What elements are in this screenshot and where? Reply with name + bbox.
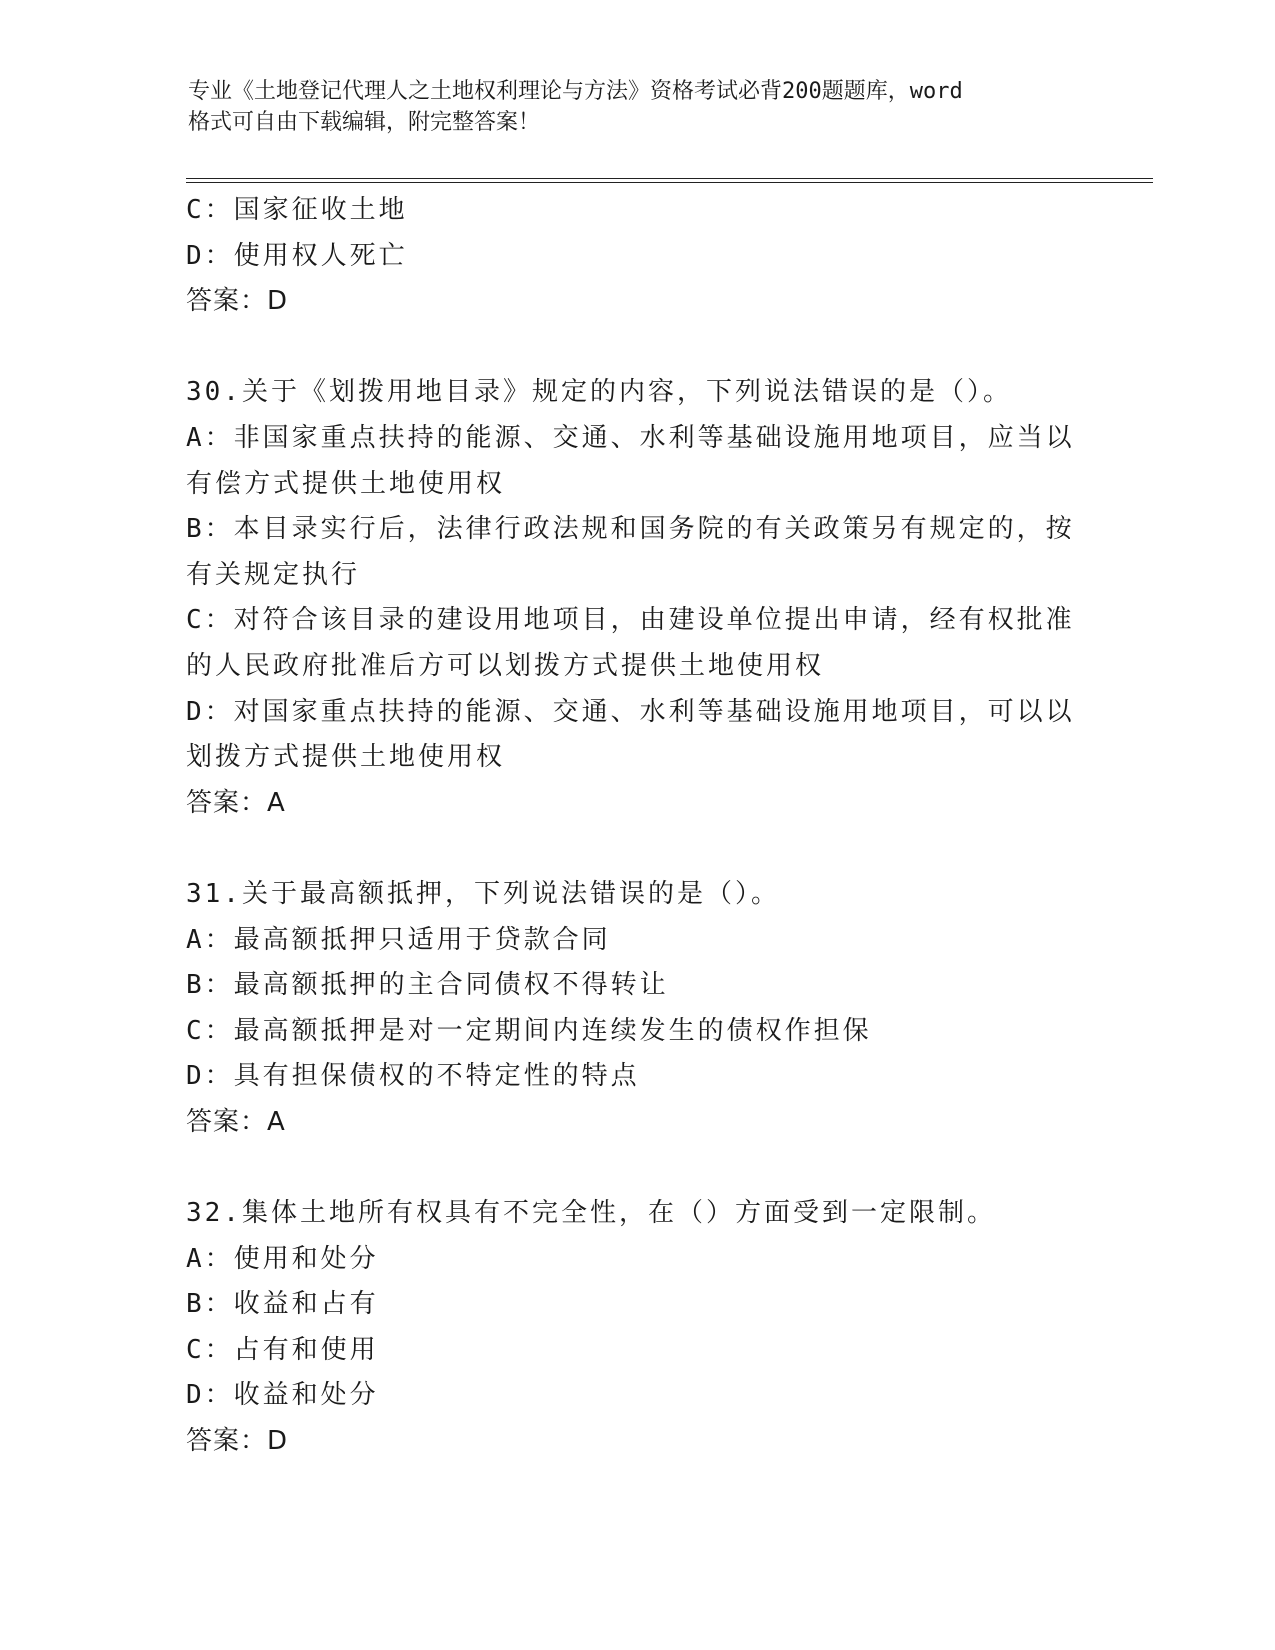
spacer xyxy=(186,826,1076,872)
option-d: D：收益和处分 xyxy=(186,1380,379,1411)
question-stem: 32.集体土地所有权具有不完全性，在（）方面受到一定限制。 xyxy=(186,1198,996,1229)
option-b-continued: 有关规定执行 xyxy=(186,559,361,590)
question-stem: 30.关于《划拨用地目录》规定的内容，下列说法错误的是（）。 xyxy=(186,377,1012,408)
option-a-continued: 有偿方式提供土地使用权 xyxy=(186,468,506,499)
header-divider-top xyxy=(186,178,1153,179)
option-b: B：收益和占有 xyxy=(186,1289,379,1320)
option-d-continued: 划拨方式提供土地使用权 xyxy=(186,742,506,773)
answer: 答案：D xyxy=(186,1426,289,1457)
option-a: A：非国家重点扶持的能源、交通、水利等基础设施用地项目，应当以 xyxy=(186,422,1075,453)
header-divider-bottom xyxy=(186,182,1153,183)
option-c: C：最高额抵押是对一定期间内连续发生的债权作担保 xyxy=(186,1015,872,1046)
question-29-tail xyxy=(186,188,1076,325)
option-c: C：对符合该目录的建设用地项目，由建设单位提出申请，经有权批准 xyxy=(186,605,1075,636)
option-a: A：最高额抵押只适用于贷款合同 xyxy=(186,924,611,955)
option-c: C：国家征收土地 xyxy=(186,195,408,225)
document-header xyxy=(188,76,1068,138)
question-31 xyxy=(186,872,1076,1146)
option-a: A：使用和处分 xyxy=(186,1243,379,1274)
option-c-continued: 的人民政府批准后方可以划拨方式提供土地使用权 xyxy=(186,650,825,681)
option-c: C：占有和使用 xyxy=(186,1334,379,1365)
spacer xyxy=(186,1145,1076,1191)
answer: 答案：D xyxy=(186,286,289,317)
header-title-line-2: 格式可自由下载编辑，附完整答案！ xyxy=(188,110,541,135)
option-d: D：使用权人死亡 xyxy=(186,240,408,271)
option-b: B：最高额抵押的主合同债权不得转让 xyxy=(186,970,669,1001)
question-30 xyxy=(186,370,1076,826)
question-32 xyxy=(186,1191,1076,1465)
answer: 答案：A xyxy=(186,1106,286,1137)
option-b: B：本目录实行后，法律行政法规和国务院的有关政策另有规定的，按 xyxy=(186,514,1075,545)
question-list xyxy=(186,188,1076,1465)
answer: 答案：A xyxy=(186,787,286,818)
header-title-line-1: 专业《土地登记代理人之土地权利理论与方法》资格考试必背200题题库，word xyxy=(188,79,963,104)
option-d: D：具有担保债权的不特定性的特点 xyxy=(186,1061,640,1092)
question-stem: 31.关于最高额抵押，下列说法错误的是（）。 xyxy=(186,878,780,909)
option-d: D：对国家重点扶持的能源、交通、水利等基础设施用地项目，可以以 xyxy=(186,696,1075,727)
spacer xyxy=(186,325,1076,371)
